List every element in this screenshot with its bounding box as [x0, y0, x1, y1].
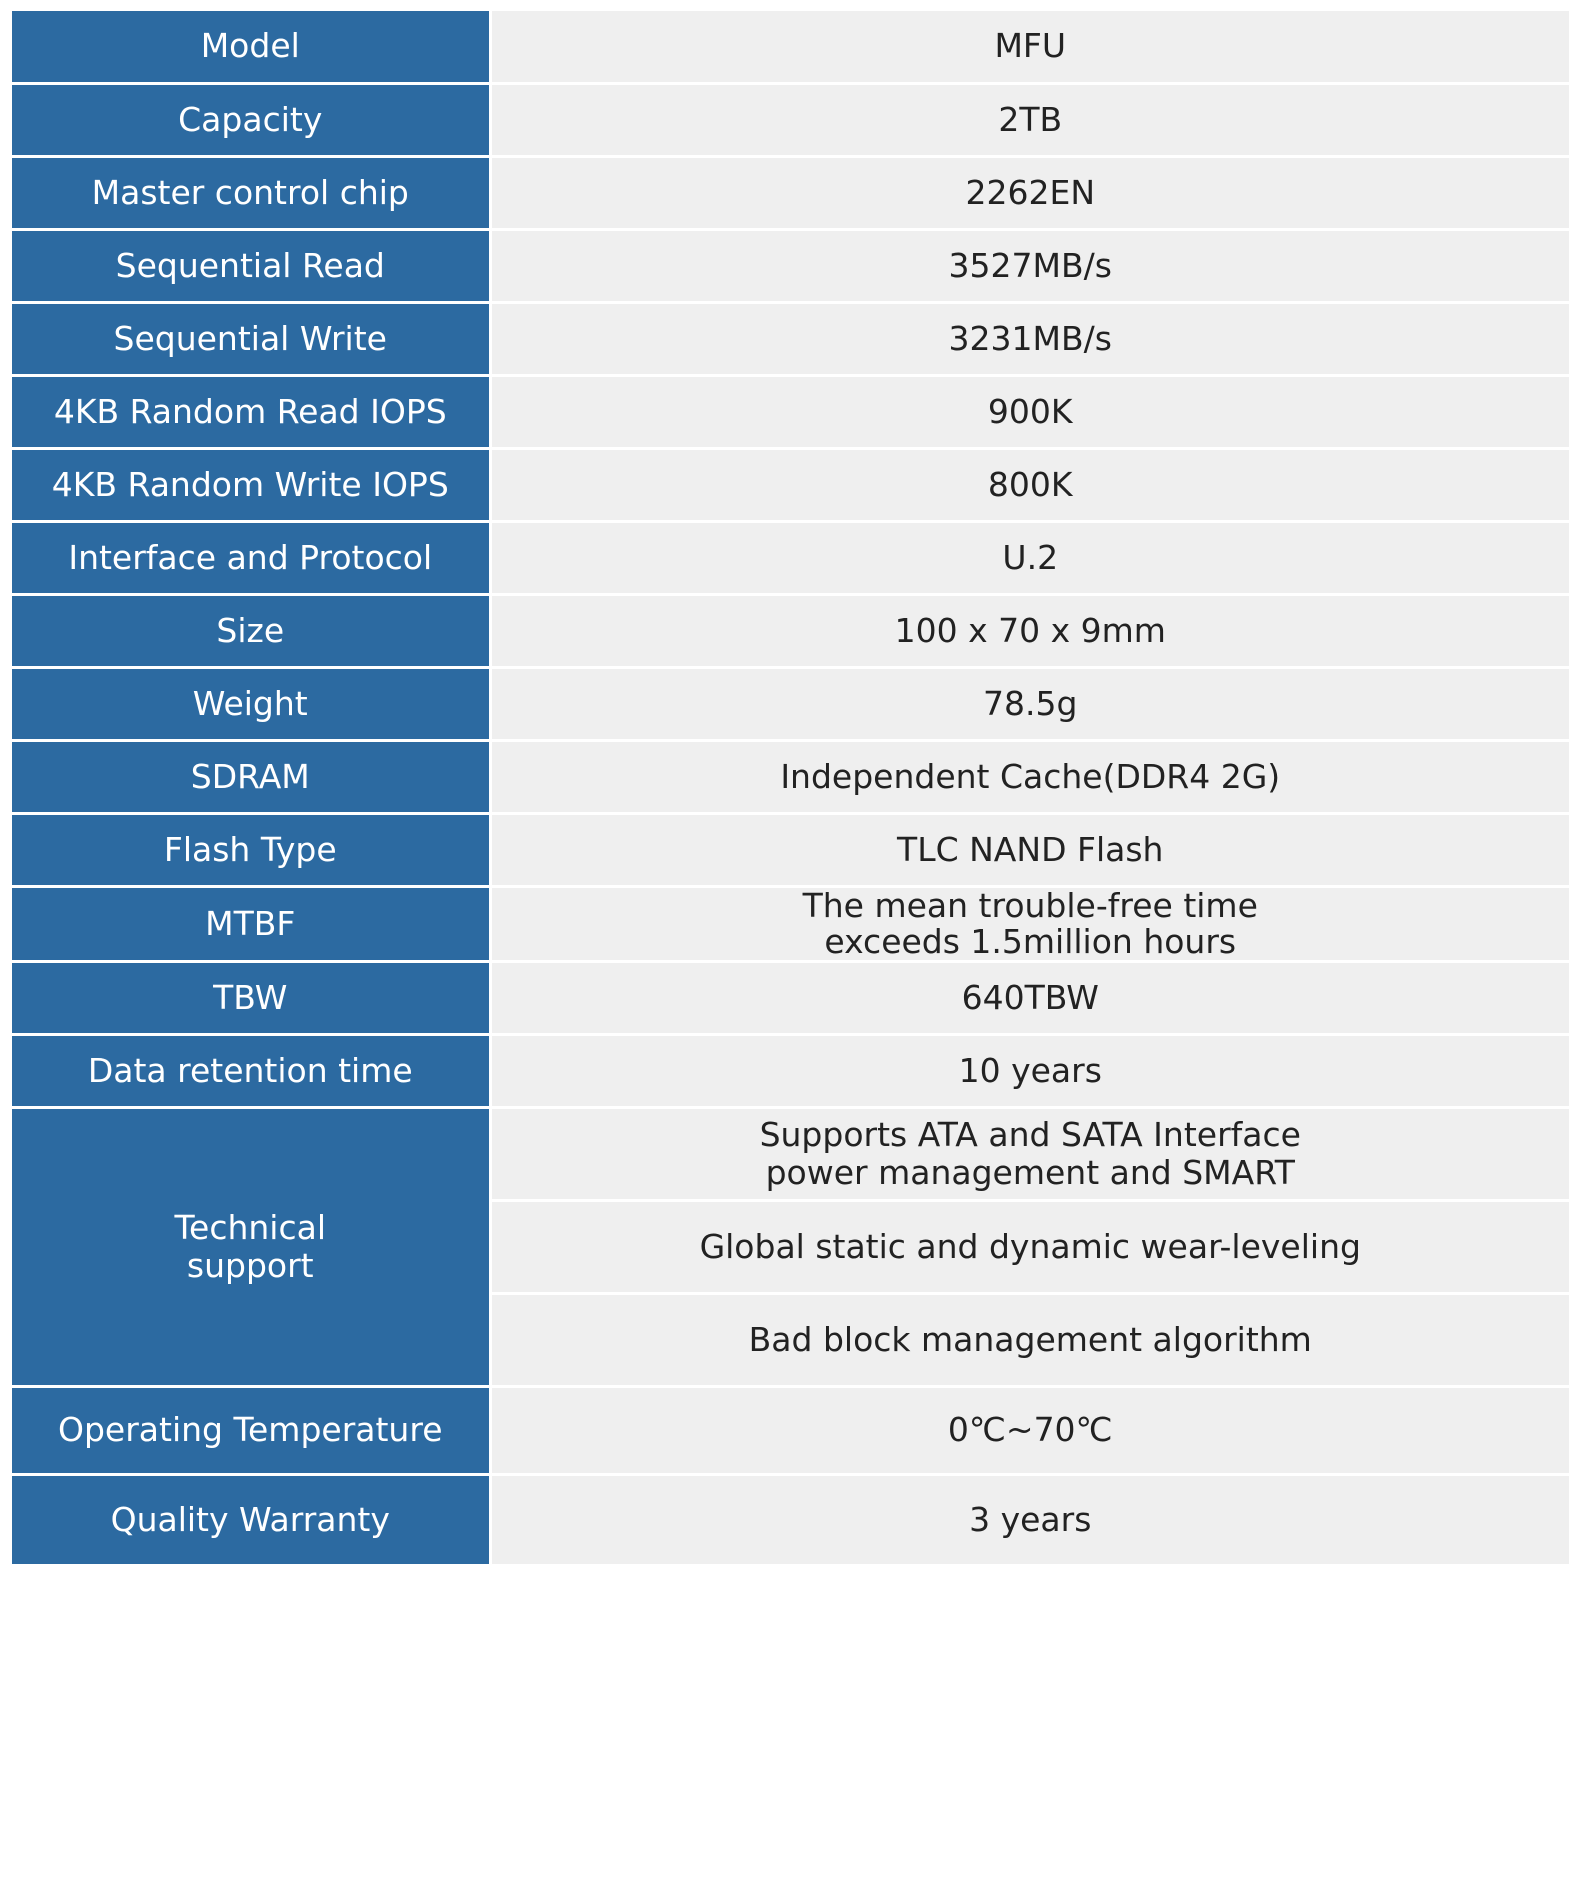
spec-label	[12, 1107, 490, 1386]
spec-row-random-write-iops	[12, 448, 1569, 521]
spec-value: 3527MB/s	[490, 229, 1569, 302]
spec-label: 4KB Random Write IOPS	[12, 448, 490, 521]
spec-label: TBW	[12, 961, 490, 1034]
spec-value-line: The mean trouble-free time	[802, 885, 1258, 925]
spec-row-sequential-write	[12, 302, 1569, 375]
spec-label: Data retention time	[12, 1034, 490, 1107]
spec-value	[490, 886, 1569, 961]
spec-value: 900K	[490, 375, 1569, 448]
spec-row-master-control-chip	[12, 156, 1569, 229]
spec-row-quality-warranty	[12, 1474, 1569, 1564]
spec-value: Independent Cache(DDR4 2G)	[490, 740, 1569, 813]
spec-value-line: power management and SMART	[765, 1152, 1295, 1192]
spec-value: 0℃~70℃	[490, 1386, 1569, 1474]
spec-row-sdram	[12, 740, 1569, 813]
spec-value: 3 years	[490, 1474, 1569, 1564]
spec-row-tbw	[12, 961, 1569, 1034]
spec-value: TLC NAND Flash	[490, 813, 1569, 886]
spec-row-flash-type	[12, 813, 1569, 886]
spec-label: MTBF	[12, 886, 490, 961]
spec-label: Model	[12, 11, 490, 83]
spec-value: 100 x 70 x 9mm	[490, 594, 1569, 667]
spec-row-weight	[12, 667, 1569, 740]
spec-table	[12, 11, 1569, 1564]
spec-label: Size	[12, 594, 490, 667]
spec-label: Quality Warranty	[12, 1474, 490, 1564]
spec-row-random-read-iops	[12, 375, 1569, 448]
spec-row-operating-temperature	[12, 1386, 1569, 1474]
spec-value-line: Supports ATA and SATA Interface	[759, 1114, 1301, 1154]
spec-label: Flash Type	[12, 813, 490, 886]
spec-value: 78.5g	[490, 667, 1569, 740]
spec-value: 640TBW	[490, 961, 1569, 1034]
spec-value: Bad block management algorithm	[490, 1293, 1569, 1386]
spec-label: Master control chip	[12, 156, 490, 229]
spec-label: Operating Temperature	[12, 1386, 490, 1474]
spec-label: Weight	[12, 667, 490, 740]
spec-label: SDRAM	[12, 740, 490, 813]
spec-value: 800K	[490, 448, 1569, 521]
spec-label-line: Technical	[174, 1207, 327, 1247]
spec-label: Sequential Write	[12, 302, 490, 375]
spec-row-capacity	[12, 83, 1569, 156]
spec-row-size	[12, 594, 1569, 667]
spec-value-line: exceeds 1.5million hours	[824, 921, 1237, 961]
spec-row-model	[12, 11, 1569, 83]
spec-label: Sequential Read	[12, 229, 490, 302]
spec-value: U.2	[490, 521, 1569, 594]
spec-row-interface-protocol	[12, 521, 1569, 594]
spec-value: 2TB	[490, 83, 1569, 156]
spec-value: 3231MB/s	[490, 302, 1569, 375]
spec-value	[490, 1107, 1569, 1200]
spec-label-line: support	[186, 1245, 314, 1285]
spec-value: 10 years	[490, 1034, 1569, 1107]
spec-row-technical-support	[12, 1107, 1569, 1200]
spec-label: Interface and Protocol	[12, 521, 490, 594]
spec-value: MFU	[490, 11, 1569, 83]
spec-value: Global static and dynamic wear-leveling	[490, 1200, 1569, 1293]
spec-row-data-retention	[12, 1034, 1569, 1107]
spec-value: 2262EN	[490, 156, 1569, 229]
spec-label: 4KB Random Read IOPS	[12, 375, 490, 448]
spec-row-mtbf	[12, 886, 1569, 961]
spec-row-sequential-read	[12, 229, 1569, 302]
spec-label: Capacity	[12, 83, 490, 156]
